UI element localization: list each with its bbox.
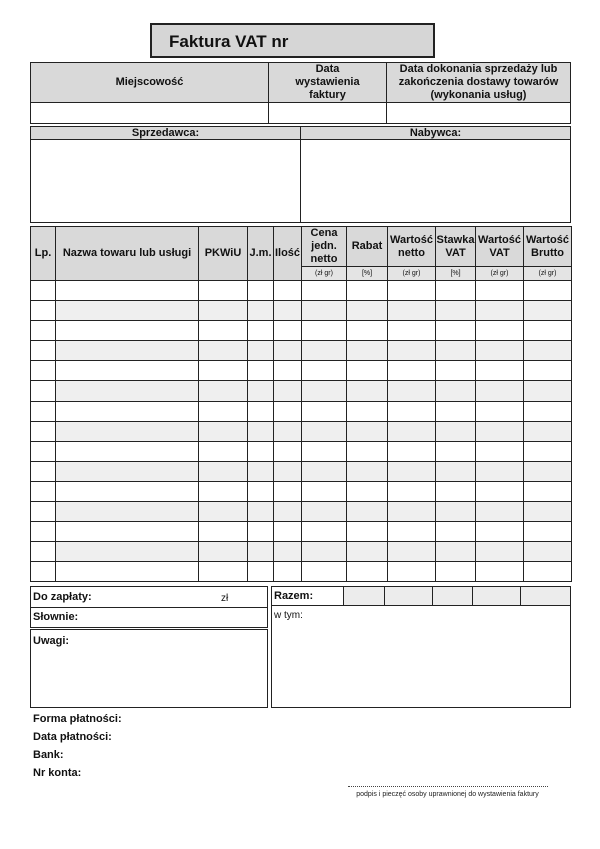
table-cell[interactable] — [31, 381, 56, 401]
table-cell[interactable] — [302, 481, 347, 501]
table-cell[interactable] — [248, 522, 274, 542]
place-dates-block — [30, 62, 571, 124]
table-cell[interactable] — [31, 502, 56, 522]
table-row — [31, 301, 572, 321]
parties-block — [30, 126, 571, 223]
table-cell[interactable] — [436, 562, 476, 582]
table-cell[interactable] — [476, 281, 524, 301]
table-cell[interactable] — [524, 281, 572, 301]
table-row — [31, 381, 572, 401]
table-cell[interactable] — [476, 542, 524, 562]
table-cell[interactable] — [476, 401, 524, 421]
item-rows — [31, 281, 572, 582]
table-cell[interactable] — [274, 341, 302, 361]
seller-label: Sprzedawca: — [31, 127, 301, 140]
table-cell[interactable] — [388, 542, 436, 562]
table-cell[interactable] — [302, 301, 347, 321]
table-cell[interactable] — [56, 441, 199, 461]
table-cell[interactable] — [248, 361, 274, 381]
table-cell[interactable] — [248, 401, 274, 421]
col-header-gross-value: Wartość Brutto — [524, 227, 572, 267]
table-cell[interactable] — [31, 562, 56, 582]
to-pay-label: Do zapłaty: — [33, 591, 92, 603]
table-cell[interactable] — [347, 481, 388, 501]
table-cell[interactable] — [248, 481, 274, 501]
signature-line — [348, 786, 548, 787]
table-cell[interactable] — [56, 522, 199, 542]
table-cell[interactable] — [248, 301, 274, 321]
table-cell[interactable] — [199, 441, 248, 461]
table-cell[interactable] — [31, 321, 56, 341]
table-cell[interactable] — [199, 562, 248, 582]
table-cell[interactable] — [524, 481, 572, 501]
table-cell[interactable] — [274, 502, 302, 522]
notes-label: Uwagi: — [33, 635, 70, 647]
table-cell[interactable] — [199, 301, 248, 321]
table-cell[interactable] — [476, 481, 524, 501]
table-cell[interactable] — [302, 522, 347, 542]
table-row — [31, 542, 572, 562]
seller-field[interactable] — [31, 140, 301, 222]
table-row — [31, 321, 572, 341]
col-header-unit: J.m. — [248, 227, 274, 281]
table-cell[interactable] — [199, 321, 248, 341]
table-cell[interactable] — [476, 301, 524, 321]
table-cell[interactable] — [56, 502, 199, 522]
place-label: Miejscowość — [31, 63, 269, 103]
table-cell[interactable] — [347, 542, 388, 562]
table-cell[interactable] — [347, 381, 388, 401]
table-cell[interactable] — [31, 421, 56, 441]
table-cell[interactable] — [436, 502, 476, 522]
vat-rate-unit: [%] — [436, 267, 476, 281]
total-label: Razem: — [274, 590, 314, 602]
signature-caption: podpis i pieczęć osoby uprawnionej do wystawienia faktury — [356, 791, 539, 798]
table-cell[interactable] — [199, 281, 248, 301]
table-cell[interactable] — [476, 421, 524, 441]
table-cell[interactable] — [476, 381, 524, 401]
table-cell[interactable] — [524, 401, 572, 421]
table-cell[interactable] — [302, 441, 347, 461]
table-cell[interactable] — [199, 361, 248, 381]
table-cell[interactable] — [436, 381, 476, 401]
to-pay-divider — [31, 607, 267, 608]
table-cell[interactable] — [476, 441, 524, 461]
table-cell[interactable] — [524, 341, 572, 361]
table-cell[interactable] — [476, 461, 524, 481]
table-cell[interactable] — [302, 542, 347, 562]
table-cell[interactable] — [388, 301, 436, 321]
table-cell[interactable] — [436, 481, 476, 501]
table-row — [31, 562, 572, 582]
table-cell[interactable] — [524, 381, 572, 401]
issue-date-field[interactable] — [269, 103, 387, 123]
table-cell[interactable] — [388, 461, 436, 481]
total-vat-cell[interactable] — [473, 587, 521, 605]
table-cell[interactable] — [56, 281, 199, 301]
col-header-lp: Lp. — [31, 227, 56, 281]
table-cell[interactable] — [436, 542, 476, 562]
table-cell[interactable] — [388, 281, 436, 301]
table-cell[interactable] — [31, 281, 56, 301]
table-cell[interactable] — [274, 461, 302, 481]
col-header-name: Nazwa towaru lub usługi — [56, 227, 199, 281]
table-cell[interactable] — [274, 481, 302, 501]
table-cell[interactable] — [199, 401, 248, 421]
table-cell[interactable] — [199, 421, 248, 441]
table-cell[interactable] — [302, 401, 347, 421]
table-cell[interactable] — [31, 301, 56, 321]
table-cell[interactable] — [274, 542, 302, 562]
table-cell[interactable] — [302, 562, 347, 582]
table-cell[interactable] — [302, 421, 347, 441]
table-row — [31, 281, 572, 301]
table-cell[interactable] — [274, 281, 302, 301]
table-cell[interactable] — [274, 381, 302, 401]
table-cell[interactable] — [199, 522, 248, 542]
including-label: w tym: — [274, 610, 303, 621]
table-cell[interactable] — [248, 542, 274, 562]
table-cell[interactable] — [436, 341, 476, 361]
table-cell[interactable] — [302, 321, 347, 341]
table-cell[interactable] — [56, 361, 199, 381]
table-cell[interactable] — [56, 562, 199, 582]
sale-date-field[interactable] — [387, 103, 570, 123]
items-table — [30, 226, 572, 582]
table-cell[interactable] — [436, 321, 476, 341]
table-cell[interactable] — [388, 481, 436, 501]
payment-due-block — [30, 586, 268, 628]
table-cell[interactable] — [347, 522, 388, 542]
table-cell[interactable] — [347, 341, 388, 361]
sale-date-label: Data dokonania sprzedaży lub zakończenia dostawy towarów (wykonania usług) — [387, 63, 570, 103]
table-cell[interactable] — [302, 281, 347, 301]
table-cell[interactable] — [476, 341, 524, 361]
table-cell[interactable] — [31, 522, 56, 542]
table-row — [31, 361, 572, 381]
col-header-net-value: Wartość netto — [388, 227, 436, 267]
table-cell[interactable] — [274, 522, 302, 542]
table-cell[interactable] — [347, 421, 388, 441]
col-header-discount: Rabat — [347, 227, 388, 267]
currency-label: zł — [221, 593, 229, 604]
table-cell[interactable] — [524, 301, 572, 321]
table-cell[interactable] — [436, 401, 476, 421]
table-cell[interactable] — [302, 361, 347, 381]
table-cell[interactable] — [31, 542, 56, 562]
table-row — [31, 401, 572, 421]
table-cell[interactable] — [56, 401, 199, 421]
table-cell[interactable] — [31, 481, 56, 501]
table-cell[interactable] — [436, 441, 476, 461]
table-cell[interactable] — [302, 502, 347, 522]
table-cell[interactable] — [56, 301, 199, 321]
table-cell[interactable] — [388, 441, 436, 461]
table-row — [31, 441, 572, 461]
table-cell[interactable] — [56, 481, 199, 501]
notes-block[interactable] — [30, 629, 268, 708]
table-cell[interactable] — [248, 321, 274, 341]
table-cell[interactable] — [274, 421, 302, 441]
table-cell[interactable] — [388, 562, 436, 582]
table-cell[interactable] — [388, 401, 436, 421]
vat-value-unit: (zł gr) — [476, 267, 524, 281]
total-discount-cell[interactable] — [344, 587, 385, 605]
table-cell[interactable] — [476, 321, 524, 341]
table-row — [31, 522, 572, 542]
col-header-pkwiu: PKWiU — [199, 227, 248, 281]
table-cell[interactable] — [476, 361, 524, 381]
table-cell[interactable] — [274, 562, 302, 582]
table-row — [31, 502, 572, 522]
in-words-label: Słownie: — [33, 611, 79, 623]
table-cell[interactable] — [388, 361, 436, 381]
table-cell[interactable] — [31, 401, 56, 421]
table-cell[interactable] — [347, 361, 388, 381]
payment-method-label: Forma płatności: — [33, 713, 122, 725]
table-row — [31, 461, 572, 481]
table-cell[interactable] — [274, 361, 302, 381]
table-cell[interactable] — [31, 341, 56, 361]
table-cell[interactable] — [347, 301, 388, 321]
table-cell[interactable] — [476, 502, 524, 522]
table-cell[interactable] — [248, 281, 274, 301]
table-cell[interactable] — [199, 542, 248, 562]
table-cell[interactable] — [248, 421, 274, 441]
table-cell[interactable] — [347, 321, 388, 341]
table-cell[interactable] — [388, 522, 436, 542]
table-cell[interactable] — [199, 381, 248, 401]
table-cell[interactable] — [56, 421, 199, 441]
unit-price-unit: (zł gr) — [302, 267, 347, 281]
col-header-qty: Ilość — [274, 227, 302, 281]
bank-label: Bank: — [33, 749, 64, 761]
table-cell[interactable] — [347, 562, 388, 582]
table-cell[interactable] — [248, 562, 274, 582]
table-cell[interactable] — [524, 461, 572, 481]
payment-date-label: Data płatności: — [33, 731, 112, 743]
table-cell[interactable] — [476, 522, 524, 542]
col-header-vat-rate: Stawka VAT — [436, 227, 476, 267]
table-cell[interactable] — [248, 341, 274, 361]
col-header-vat-value: Wartość VAT — [476, 227, 524, 267]
table-cell[interactable] — [274, 301, 302, 321]
buyer-field[interactable] — [301, 140, 570, 222]
table-cell[interactable] — [302, 461, 347, 481]
table-cell[interactable] — [248, 502, 274, 522]
table-cell[interactable] — [302, 381, 347, 401]
table-cell[interactable] — [524, 361, 572, 381]
table-cell[interactable] — [274, 441, 302, 461]
table-row — [31, 421, 572, 441]
table-cell[interactable] — [347, 401, 388, 421]
table-row — [31, 481, 572, 501]
account-number-label: Nr konta: — [33, 767, 82, 779]
table-cell[interactable] — [524, 522, 572, 542]
table-cell[interactable] — [347, 502, 388, 522]
total-gross-cell[interactable] — [521, 587, 570, 605]
table-cell[interactable] — [347, 281, 388, 301]
including-block[interactable] — [271, 606, 571, 708]
table-cell[interactable] — [347, 441, 388, 461]
table-cell[interactable] — [248, 461, 274, 481]
issue-date-label: Data wystawienia faktury — [269, 63, 387, 103]
col-header-unit-price: Cena jedn. netto — [302, 227, 347, 267]
table-cell[interactable] — [274, 321, 302, 341]
table-cell[interactable] — [388, 502, 436, 522]
table-cell[interactable] — [56, 461, 199, 481]
table-cell[interactable] — [274, 401, 302, 421]
total-vat-rate-cell[interactable] — [433, 587, 473, 605]
table-cell[interactable] — [524, 542, 572, 562]
table-cell[interactable] — [436, 522, 476, 542]
place-field[interactable] — [31, 103, 269, 123]
table-cell[interactable] — [388, 421, 436, 441]
table-cell[interactable] — [199, 341, 248, 361]
discount-unit: [%] — [347, 267, 388, 281]
table-cell[interactable] — [56, 321, 199, 341]
table-cell[interactable] — [199, 502, 248, 522]
table-cell[interactable] — [388, 341, 436, 361]
table-cell[interactable] — [347, 461, 388, 481]
table-cell[interactable] — [31, 361, 56, 381]
table-cell[interactable] — [388, 381, 436, 401]
totals-row — [271, 586, 571, 606]
table-cell[interactable] — [524, 421, 572, 441]
table-cell[interactable] — [56, 381, 199, 401]
table-cell[interactable] — [31, 461, 56, 481]
gross-value-unit: (zł gr) — [524, 267, 572, 281]
table-cell[interactable] — [524, 321, 572, 341]
total-net-cell[interactable] — [385, 587, 433, 605]
table-cell[interactable] — [436, 301, 476, 321]
table-cell[interactable] — [248, 381, 274, 401]
table-cell[interactable] — [476, 562, 524, 582]
net-value-unit: (zł gr) — [388, 267, 436, 281]
table-cell[interactable] — [436, 461, 476, 481]
table-cell[interactable] — [248, 441, 274, 461]
table-cell[interactable] — [388, 321, 436, 341]
invoice-title: Faktura VAT nr — [150, 23, 435, 58]
table-row — [31, 341, 572, 361]
table-cell[interactable] — [302, 341, 347, 361]
table-cell[interactable] — [199, 461, 248, 481]
table-cell[interactable] — [524, 562, 572, 582]
buyer-label: Nabywca: — [301, 127, 570, 140]
table-cell[interactable] — [56, 341, 199, 361]
table-cell[interactable] — [436, 421, 476, 441]
table-cell[interactable] — [31, 441, 56, 461]
table-cell[interactable] — [56, 542, 199, 562]
table-cell[interactable] — [436, 281, 476, 301]
table-cell[interactable] — [524, 502, 572, 522]
table-cell[interactable] — [436, 361, 476, 381]
table-cell[interactable] — [199, 481, 248, 501]
table-cell[interactable] — [524, 441, 572, 461]
